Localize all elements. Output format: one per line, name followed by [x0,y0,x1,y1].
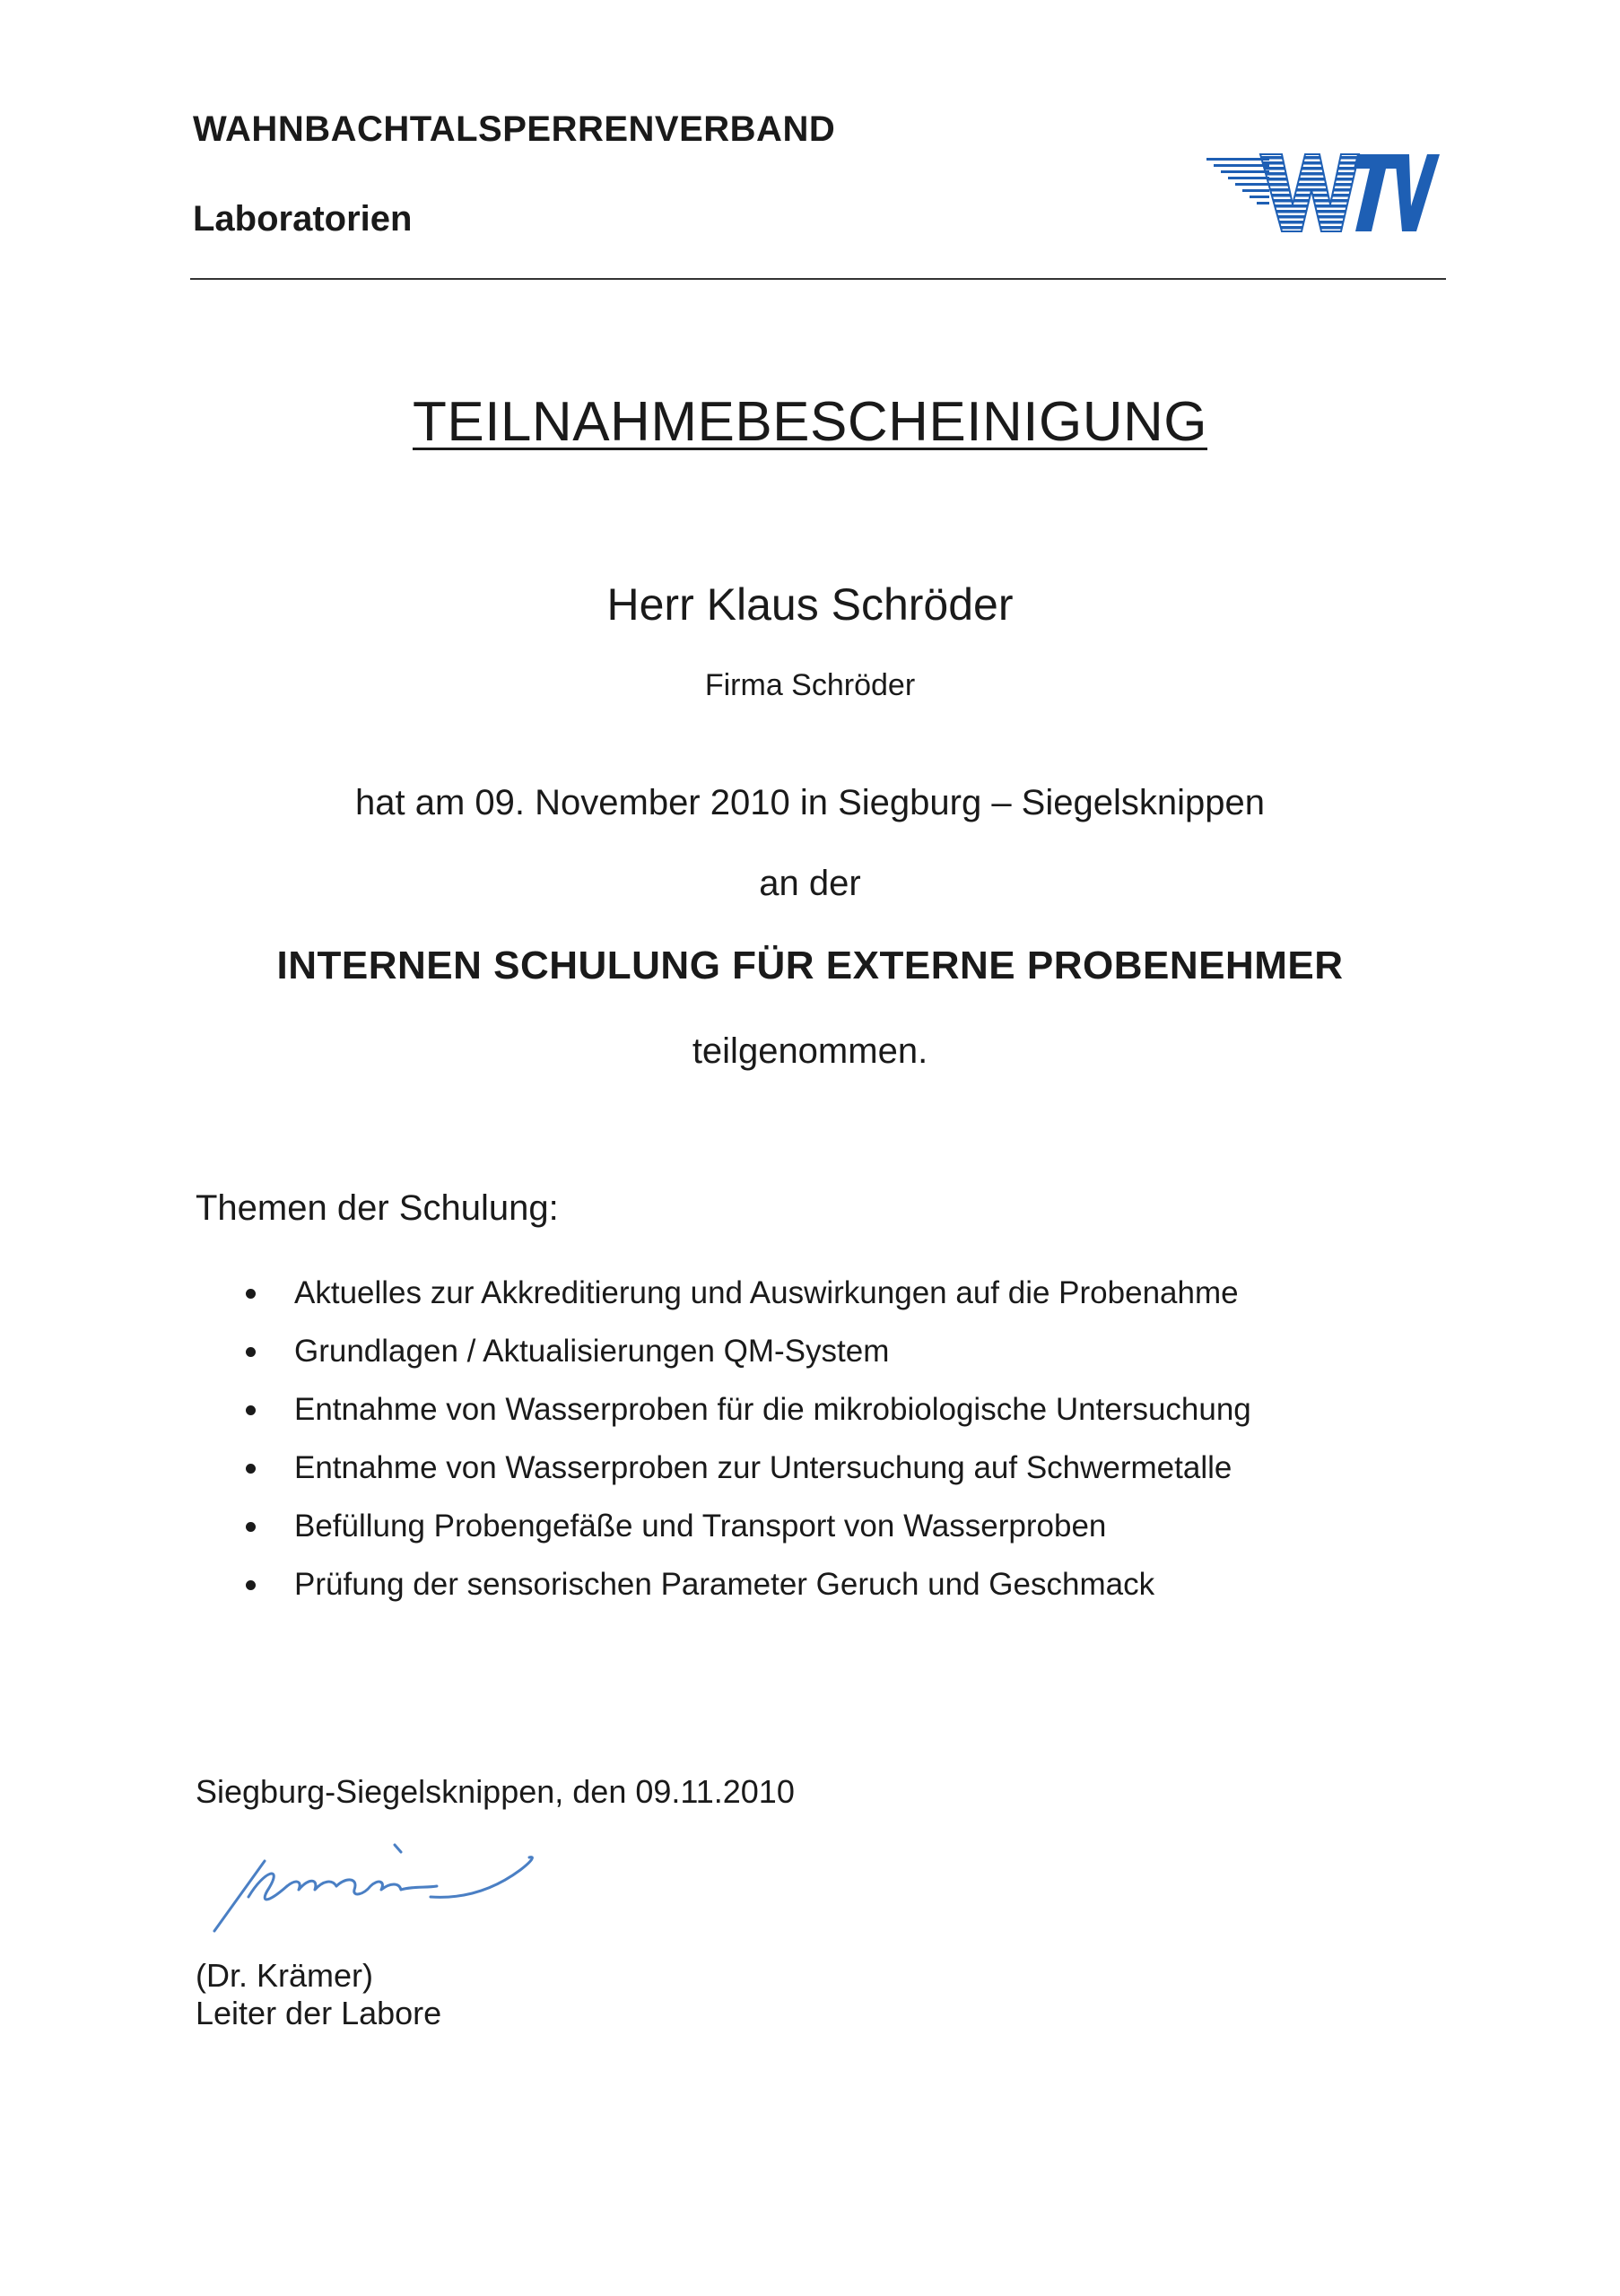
bullet-icon [246,1405,256,1415]
topic-item [242,1392,1251,1450]
signer-name: (Dr. Krämer) [196,1957,373,1994]
wtv-logo [1206,151,1440,237]
topic-item [242,1275,1251,1334]
bullet-icon [246,1464,256,1474]
topic-text: Entnahme von Wasserproben zur Untersuchung auf Schwermetalle [294,1450,1232,1485]
topic-item [242,1567,1251,1625]
topics-list [242,1275,1251,1625]
bullet-icon [246,1580,256,1590]
recipient-name: Herr Klaus Schröder [606,579,1014,630]
participation-connector: an der [759,864,861,903]
topic-text: Befüllung Probengefäße und Transport von Wasserproben [294,1509,1107,1544]
topic-item [242,1509,1251,1567]
bullet-icon [246,1522,256,1532]
department-name: Laboratorien [193,199,413,239]
topic-text: Aktuelles zur Akkreditierung und Auswirkungen auf die Probenahme [294,1275,1239,1310]
course-title: INTERNEN SCHULUNG FÜR EXTERNE PROBENEHMER [276,944,1344,987]
topic-item [242,1334,1251,1392]
organization-name: WAHNBACHTALSPERRENVERBAND [193,109,836,149]
bullet-icon [246,1289,256,1299]
topics-heading: Themen der Schulung: [196,1188,559,1228]
place-and-date: Siegburg-Siegelsknippen, den 09.11.2010 [196,1773,795,1810]
participation-date-place: hat am 09. November 2010 in Siegburg – Siegelsknippen [355,783,1265,822]
participation-closing: teilgenommen. [692,1031,928,1071]
recipient-company: Firma Schröder [704,668,916,702]
header-divider [190,278,1446,280]
topic-text: Prüfung der sensorischen Parameter Geruch und Geschmack [294,1567,1155,1602]
topic-text: Entnahme von Wasserproben für die mikrobiologische Untersuchung [294,1392,1251,1427]
signer-role: Leiter der Labore [196,1995,442,2031]
bullet-icon [246,1347,256,1357]
signature [202,1834,579,1937]
topic-item [242,1450,1251,1509]
document-title: TEILNAHMEBESCHEINIGUNG [412,391,1208,453]
topic-text: Grundlagen / Aktualisierungen QM-System [294,1334,890,1369]
signer-block [196,1957,441,2032]
